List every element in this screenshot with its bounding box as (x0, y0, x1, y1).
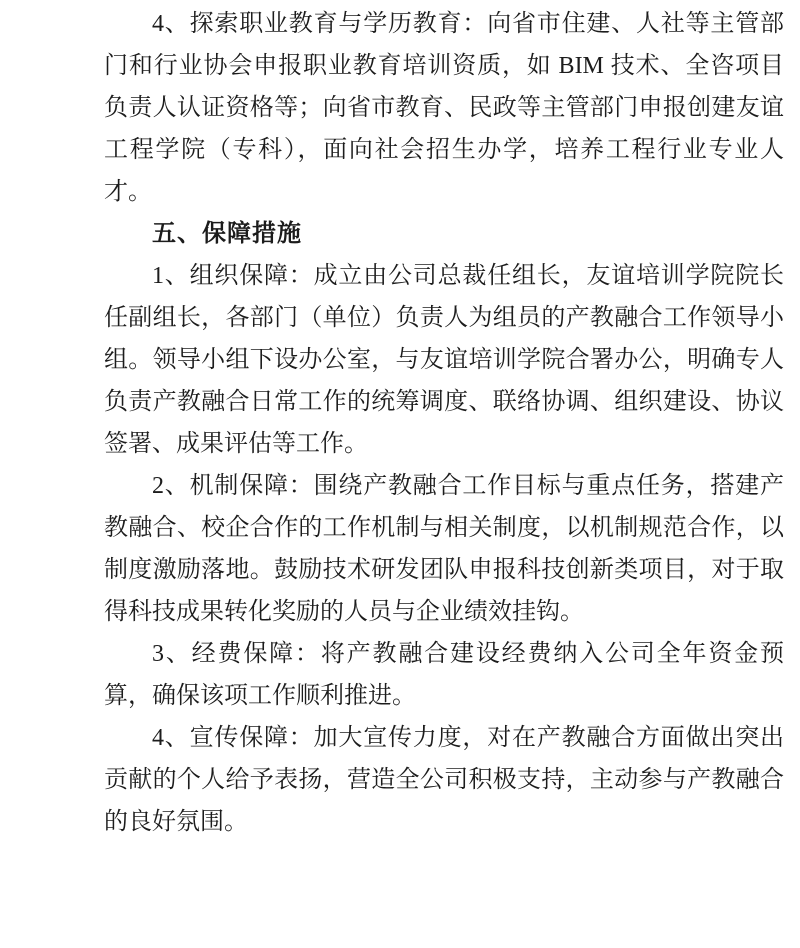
section-heading-safeguard-measures: 五、保障措施 (152, 221, 302, 247)
paragraph-item-4-vocational-education: 4、探索职业教育与学历教育：向省市住建、人社等主管部门和行业协会申报职业教育培训资质，如 BIM 技术、全咨项目负责人认证资格等；向省市教育、民政等主管部门申报创建友谊工程学院（专科），面向社会招生办学，培养工程行业专业人才。 (104, 11, 784, 205)
paragraph-item-1-organizational-safeguard: 1、组织保障：成立由公司总裁任组长，友谊培训学院院长任副组长，各部门（单位）负责人为组员的产教融合工作领导小组。领导小组下设办公室，与友谊培训学院合署办公，明确专人负责产教融合日常工作的统筹调度、联络协调、组织建设、协议签署、成果评估等工作。 (104, 263, 784, 457)
paragraph-item-4-publicity-safeguard: 4、宣传保障：加大宣传力度，对在产教融合方面做出突出贡献的个人给予表扬，营造全公司积极支持，主动参与产教融合的良好氛围。 (104, 725, 784, 835)
paragraph-item-3-funding-safeguard: 3、经费保障：将产教融合建设经费纳入公司全年资金预算，确保该项工作顺利推进。 (104, 641, 784, 709)
paragraph-item-2-mechanism-safeguard: 2、机制保障：围绕产教融合工作目标与重点任务，搭建产教融合、校企合作的工作机制与相关制度，以机制规范合作，以制度激励落地。鼓励技术研发团队申报科技创新类项目，对于取得科技成果转化奖励的人员与企业绩效挂钩。 (104, 473, 784, 625)
